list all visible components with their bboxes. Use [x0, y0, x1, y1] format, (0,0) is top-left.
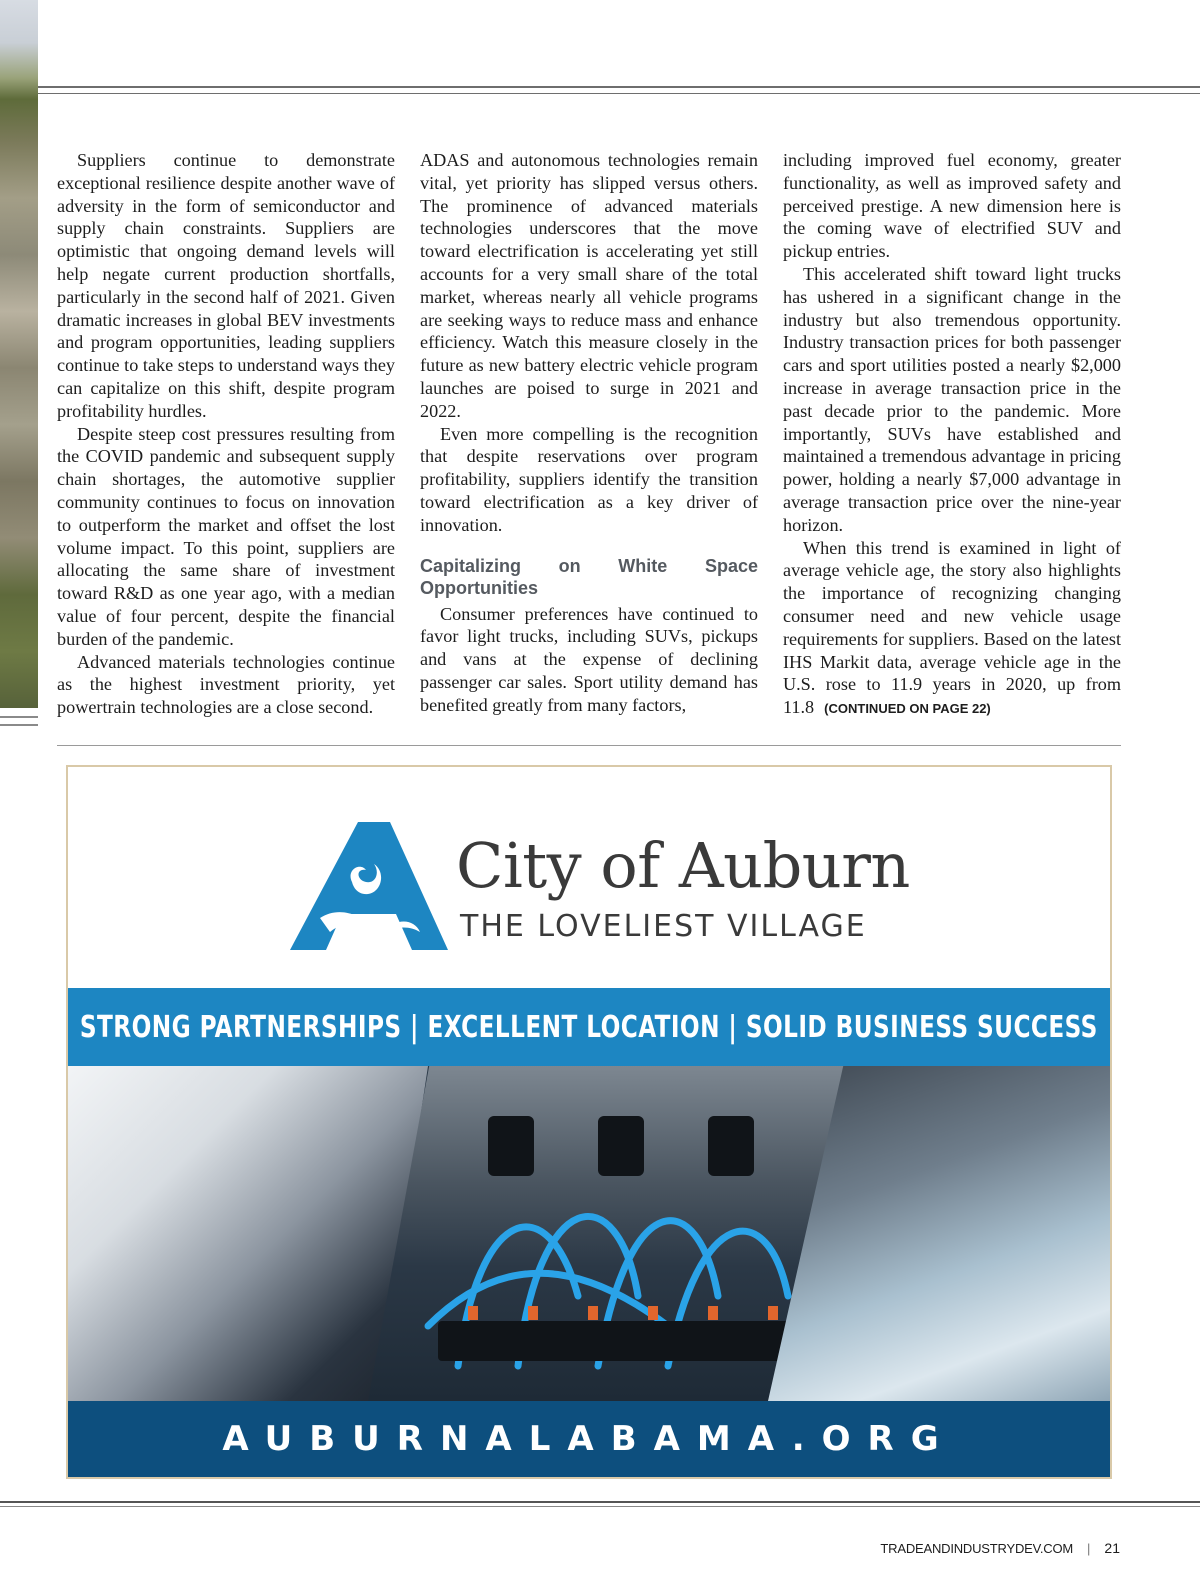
top-rule-thin — [38, 93, 1200, 94]
page-number: 21 — [1104, 1540, 1120, 1556]
ad-title: City of Auburn — [456, 829, 910, 902]
ad-banner-text: STRONG PARTNERSHIPS | EXCELLENT LOCATION | SOLID BUSINESS SUCCESS — [80, 1009, 1098, 1045]
article-column-1 — [57, 149, 395, 719]
strip-divider — [0, 724, 38, 726]
paragraph-text: When this trend is examined in light of average vehicle age, the story also highlights the importance of recognizing changing consumer need and new vehicle usage requirements for suppliers. Based on the latest IHS Markit data, average vehicle age in the U.S. rose to 11.9 years in 2020, up from 11.8 — [783, 537, 1121, 718]
section-rule — [57, 745, 1121, 746]
bottom-rule-thin — [0, 1506, 1200, 1507]
ad-url-bar[interactable] — [68, 1401, 1110, 1477]
continued-link[interactable]: (CONTINUED ON PAGE 22) — [824, 701, 991, 717]
article-column-2 — [420, 149, 758, 717]
footer-site[interactable]: TRADEANDINDUSTRYDEV.COM — [880, 1540, 1074, 1556]
section-heading: Capitalizing on White Space Opportunities — [420, 555, 758, 598]
paragraph: Even more compelling is the recognition that despite reservations over program profitability, suppliers identify the transition toward electrification as a key driver of innovation. — [420, 423, 758, 535]
paragraph: This accelerated shift toward light trucks has ushered in a significant change in the industry but also tremendous opportunity. Industry transaction prices for both passenger cars and sport utilities posted a nearly $2,000 increase in average transaction price in the past decade prior to the pandemic. More importantly, SUVs have established and maintained a tremendous advantage in pricing power, holding a nearly $7,000 advantage in average transaction price over the nine-year horizon. — [783, 263, 1121, 535]
ad-photo-collage — [68, 1066, 1110, 1477]
paragraph: Despite steep cost pressures resulting from the COVID pandemic and subsequent supply chain shortages, the automotive supplier community continues to focus on innovation to outperform the market and offset the lost volume impact. To this point, suppliers are allocating the same share of investment toward R&D as one year ago, with a median value of four percent, despite the financial burden of the pandemic. — [57, 423, 395, 649]
bottom-rule — [0, 1501, 1200, 1503]
paragraph-last — [783, 537, 1121, 721]
auburn-logo-icon — [290, 822, 448, 957]
paragraph: including improved fuel economy, greater functionality, as well as improved safety and perceived prestige. A new dimension here is the coming wave of electrified SUV and pickup entries. — [783, 150, 1121, 262]
left-photo-strip — [0, 0, 38, 708]
city-of-auburn-ad[interactable] — [66, 765, 1112, 1479]
paragraph: Suppliers continue to demonstrate exceptional resilience despite another wave of adversity in the form of semiconductor and supply chain constraints. Suppliers are optimistic that ongoing demand levels will help negate current production shortfalls, particularly in the second half of 2021. Given dramatic increases in global BEV investments and program opportunities, leading suppliers continue to take steps to understand ways they can capitalize on this shift, despite program profitability hurdles. — [57, 150, 395, 421]
footer-separator: | — [1087, 1540, 1091, 1556]
page-footer — [880, 1540, 1120, 1556]
paragraph: Advanced materials technologies continue as the highest investment priority, yet powertrain technologies are a close second. — [57, 651, 395, 718]
ad-url[interactable]: AUBURNALABAMA.ORG — [222, 1419, 956, 1459]
paragraph: ADAS and autonomous technologies remain vital, yet priority has slipped versus others. The prominence of advanced materials technologies underscores that the move toward electrification is accelerating yet still accounts for a very small share of the total market, whereas nearly all vehicle programs are seeking ways to reduce mass and enhance efficiency. Watch this measure closely in the future as new battery electric vehicle program launches are poised to surge in 2021 and 2022. — [420, 150, 758, 421]
top-rule — [38, 86, 1200, 88]
ad-tagline: THE LOVELIEST VILLAGE — [460, 909, 867, 944]
strip-divider — [0, 716, 38, 718]
article-column-3 — [783, 149, 1121, 721]
ad-banner — [68, 988, 1110, 1066]
manufacturing-photo-1 — [68, 1066, 428, 1401]
paragraph: Consumer preferences have continued to favor light trucks, including SUVs, pickups and vans at the expense of declining passenger car sales. Sport utility demand has benefited greatly from many factors, — [420, 603, 758, 715]
